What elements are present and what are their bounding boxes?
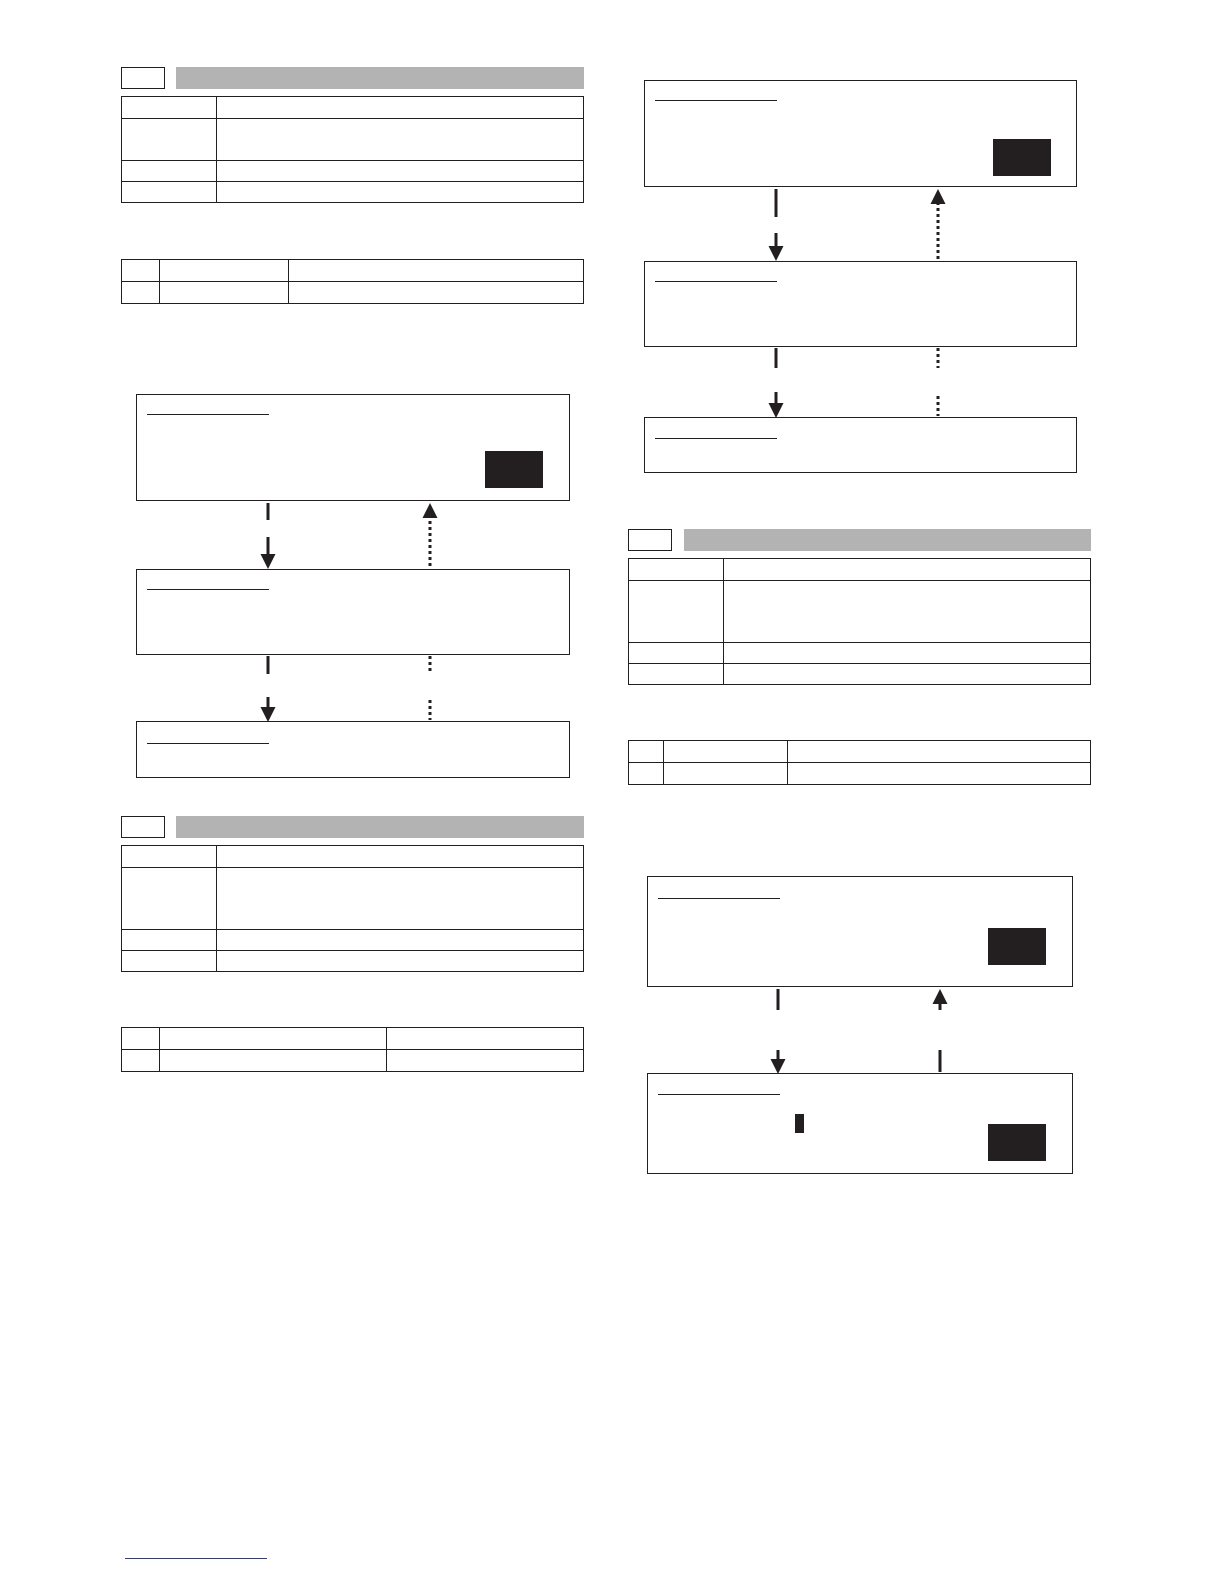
footer-rule xyxy=(125,1558,267,1559)
